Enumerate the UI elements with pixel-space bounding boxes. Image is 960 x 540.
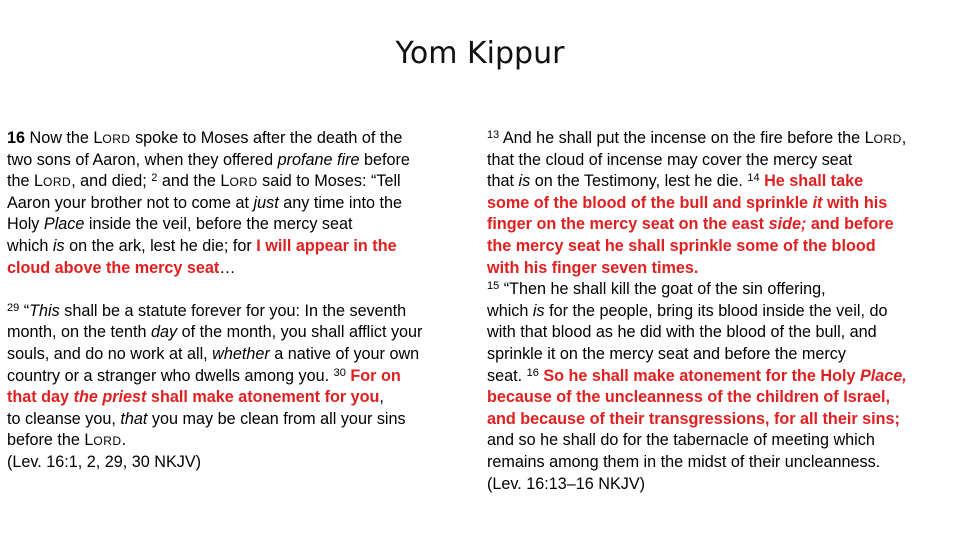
text-line	[7, 452, 475, 474]
text-run: which	[487, 301, 533, 320]
small-caps-text: ORD	[873, 132, 902, 146]
text-run: Holy	[7, 215, 44, 234]
text-run: which	[7, 236, 53, 255]
text-run: whether	[212, 344, 270, 363]
text-line	[7, 128, 475, 150]
text-run: month, on the tenth	[7, 323, 151, 342]
highlighted-text: So he shall make atonement for the Holy	[543, 366, 860, 385]
text-run: country or a stranger who dwells among you.	[7, 366, 334, 385]
text-line	[487, 452, 957, 474]
highlighted-text: the priest	[73, 388, 147, 407]
verse-number: 16	[526, 366, 539, 379]
text-line	[7, 150, 475, 172]
text-line	[7, 171, 475, 193]
text-run: with that blood as he did with the blood of the bull, and	[487, 323, 877, 342]
text-line	[487, 193, 957, 215]
highlighted-text: finger on the mercy seat on the east	[487, 215, 769, 234]
highlighted-text: and because of their transgressions, for all their sins;	[487, 409, 900, 428]
text-run: inside the veil, before the mercy seat	[84, 215, 353, 234]
text-run: is	[52, 236, 65, 255]
text-run: (Lev. 16:13–16 NKJV)	[487, 474, 646, 493]
right-scripture-column	[487, 128, 957, 495]
slide-title: Yom Kippur	[395, 36, 565, 71]
text-line	[487, 301, 957, 323]
text-line	[487, 171, 957, 193]
verse-number: 29	[7, 301, 20, 314]
text-run: shall be a statute forever for you: In the seventh	[59, 301, 407, 320]
text-line	[7, 236, 475, 258]
highlighted-text: Place,	[859, 366, 907, 385]
text-run: 16	[7, 129, 30, 147]
highlighted-text: that day	[7, 388, 74, 407]
text-line	[487, 214, 957, 236]
text-run: ,	[901, 129, 907, 147]
text-run: that	[120, 409, 148, 428]
text-run: seat.	[487, 366, 527, 385]
text-line	[7, 301, 475, 323]
text-run: profane fire	[277, 150, 360, 169]
highlighted-text: with his	[822, 193, 888, 212]
text-line	[7, 344, 475, 366]
text-line	[487, 409, 957, 431]
text-run: day	[151, 323, 178, 342]
text-line	[487, 150, 957, 172]
text-run: is	[518, 172, 531, 191]
verse-number: 14	[747, 172, 760, 185]
highlighted-text: the mercy seat he shall sprinkle some of the blood	[487, 236, 876, 255]
text-line	[487, 430, 957, 452]
text-run: to cleanse you,	[7, 409, 121, 428]
highlighted-text: shall make atonement for you	[146, 388, 380, 407]
verse-number: 30	[333, 366, 346, 379]
text-run: two sons of Aaron, when they offered	[7, 150, 278, 169]
text-run: spoke to Moses after the death of the	[130, 129, 403, 147]
text-line	[7, 409, 475, 431]
text-run: and so he shall do for the tabernacle of meeting which	[487, 431, 875, 450]
text-line	[487, 128, 957, 150]
text-line	[487, 344, 957, 366]
text-line	[487, 279, 957, 301]
highlighted-text: it	[812, 193, 823, 212]
text-line	[7, 430, 475, 452]
paragraph-gap	[7, 279, 475, 301]
text-run: for the people, bring its blood inside the veil, do	[544, 301, 888, 320]
verse-number: 15	[487, 280, 500, 293]
text-run: that the cloud of incense may cover the mercy seat	[487, 150, 853, 169]
highlighted-text: cloud above the mercy seat	[7, 258, 220, 277]
text-line	[7, 322, 475, 344]
highlighted-text: I will appear in the	[256, 236, 397, 255]
text-run: , and died;	[71, 172, 152, 191]
text-run: souls, and do no work at all,	[7, 344, 213, 363]
text-run: a native of your own	[269, 344, 420, 363]
text-run: And he shall put the incense on the fire before the L	[499, 129, 874, 147]
text-line	[487, 258, 957, 280]
text-run: Now the L	[29, 129, 103, 147]
text-line	[7, 366, 475, 388]
highlighted-text: because of the uncleanness of the children of Israel,	[487, 388, 890, 407]
text-run: ,	[379, 388, 384, 407]
text-line	[487, 366, 957, 388]
text-line	[7, 258, 475, 280]
text-run: the L	[7, 172, 44, 191]
text-run: remains among them in the midst of their uncleanness.	[487, 452, 881, 471]
highlighted-text: with his finger seven times.	[487, 258, 699, 277]
text-run: Aaron your brother not to come at	[7, 193, 254, 212]
text-line	[7, 214, 475, 236]
text-run: (Lev. 16:1, 2, 29, 30 NKJV)	[7, 452, 202, 471]
text-line	[487, 322, 957, 344]
text-run: “Then he shall kill the goat of the sin offering,	[499, 280, 826, 299]
text-run: “	[19, 301, 30, 320]
highlighted-text: and before	[806, 215, 894, 234]
text-line	[487, 236, 957, 258]
highlighted-text: He shall take	[764, 172, 864, 191]
verse-number: 13	[487, 129, 500, 141]
text-line	[487, 387, 957, 409]
small-caps-text: ORD	[229, 175, 258, 190]
text-line	[7, 387, 475, 409]
text-run: before	[359, 150, 410, 169]
text-run: Place	[43, 215, 85, 234]
text-run: before the L	[7, 431, 94, 450]
text-run: on the ark, lest he die; for	[64, 236, 257, 255]
text-run: …	[219, 258, 236, 277]
left-scripture-column	[7, 128, 475, 474]
text-run: This	[29, 301, 60, 320]
verse-number: 2	[151, 172, 158, 185]
text-run: said to Moses: “Tell	[257, 172, 401, 191]
text-run: any time into the	[278, 193, 403, 212]
small-caps-text: ORD	[43, 175, 72, 190]
text-run: of the month, you shall afflict your	[177, 323, 423, 342]
small-caps-text: ORD	[102, 132, 131, 146]
text-line	[7, 193, 475, 215]
highlighted-text: For on	[350, 366, 401, 385]
text-line	[487, 474, 957, 496]
text-run: sprinkle it on the mercy seat and before the mercy	[487, 344, 846, 363]
text-run: that	[487, 172, 519, 191]
text-run: .	[121, 431, 127, 450]
highlighted-text: some of the blood of the bull and sprinkle	[487, 193, 813, 212]
text-run: you may be clean from all your sins	[147, 409, 406, 428]
text-run: is	[532, 301, 545, 320]
highlighted-text: side;	[768, 215, 807, 234]
text-run: just	[253, 193, 279, 212]
text-run: on the Testimony, lest he die.	[530, 172, 748, 191]
small-caps-text: ORD	[93, 434, 122, 449]
text-run: and the L	[157, 172, 230, 191]
